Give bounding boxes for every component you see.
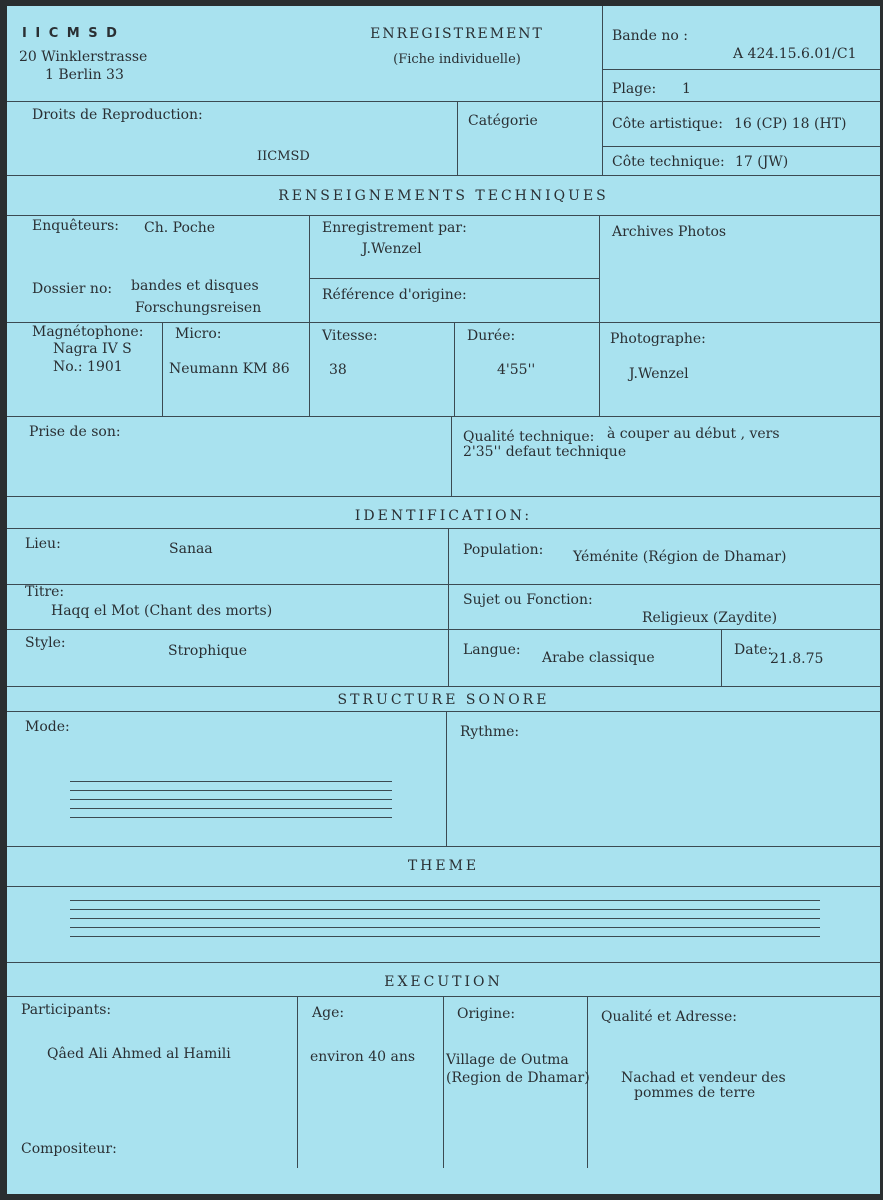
rule — [297, 996, 298, 1168]
rule — [7, 528, 880, 529]
mode-staff-line — [70, 808, 392, 809]
langue-label: Langue: — [463, 642, 521, 658]
rule — [7, 962, 880, 963]
bande-label: Bande no : — [612, 28, 688, 44]
rule — [7, 496, 880, 497]
mode-staff-line — [70, 790, 392, 791]
cote-artistique-label: Côte artistique: — [612, 116, 723, 132]
origine-value-2: (Region de Dhamar) — [446, 1070, 590, 1086]
form-subtitle: (Fiche individuelle) — [393, 52, 521, 67]
magnetophone-label: Magnétophone: — [32, 324, 144, 340]
style-label: Style: — [25, 635, 66, 651]
age-label: Age: — [312, 1005, 345, 1021]
rythme-label: Rythme: — [460, 724, 520, 740]
section-identification: IDENTIFICATION: — [354, 508, 533, 524]
rule — [448, 528, 449, 686]
theme-staff-line — [70, 900, 820, 901]
duree-value: 4'55'' — [497, 362, 536, 378]
rule — [599, 215, 600, 416]
qualite-technique-value-2: 2'35'' defaut technique — [463, 444, 627, 460]
rule — [309, 215, 310, 416]
rule — [7, 846, 880, 847]
sujet-fonction-label: Sujet ou Fonction: — [463, 592, 593, 608]
categorie-label: Catégorie — [468, 113, 538, 129]
rule — [309, 278, 599, 279]
rule — [443, 996, 444, 1168]
bande-value: A 424.15.6.01/C1 — [733, 46, 857, 62]
rule — [602, 146, 880, 147]
droits-value: IICMSD — [257, 149, 310, 164]
rule — [457, 101, 458, 175]
population-label: Population: — [463, 542, 544, 558]
micro-value: Neumann KM 86 — [169, 361, 290, 377]
compositeur-label: Compositeur: — [21, 1141, 117, 1157]
sujet-fonction-value: Religieux (Zaydite) — [642, 610, 778, 626]
rule — [7, 215, 880, 216]
reference-origine-label: Référence d'origine: — [322, 287, 467, 303]
rule — [7, 175, 880, 176]
qualite-technique-value-1: à couper au début , vers — [607, 426, 780, 442]
date-label: Date: — [734, 642, 773, 658]
magnetophone-value-1: Nagra IV S — [53, 341, 132, 357]
section-renseignements-techniques: RENSEIGNEMENTS TECHNIQUES — [278, 188, 609, 204]
enqueteurs-value: Ch. Poche — [144, 220, 216, 236]
rule — [7, 686, 880, 687]
rule — [7, 101, 880, 102]
dossier-value-2: Forschungsreisen — [135, 300, 262, 316]
duree-label: Durée: — [467, 328, 516, 344]
titre-label: Titre: — [25, 584, 65, 600]
lieu-label: Lieu: — [25, 536, 61, 552]
qualite-technique-label: Qualité technique: — [463, 429, 595, 445]
rule — [7, 584, 880, 585]
rule — [721, 629, 722, 686]
theme-staff-line — [70, 936, 820, 937]
cote-technique-label: Côte technique: — [612, 154, 725, 170]
theme-staff-line — [70, 909, 820, 910]
qualite-adresse-value-1: Nachad et vendeur des — [621, 1070, 786, 1086]
archives-photos-label: Archives Photos — [612, 224, 727, 240]
section-structure-sonore: STRUCTURE SONORE — [337, 692, 550, 708]
micro-label: Micro: — [175, 326, 222, 342]
rule — [7, 711, 880, 712]
mode-staff-line — [70, 781, 392, 782]
cote-artistique-value: 16 (CP) 18 (HT) — [734, 116, 847, 132]
enregistrement-par-label: Enregistrement par: — [322, 220, 467, 236]
origine-value-1: Village de Outma — [446, 1052, 569, 1068]
origine-label: Origine: — [457, 1006, 516, 1022]
age-value: environ 40 ans — [310, 1049, 416, 1065]
section-execution: EXECUTION — [384, 974, 503, 990]
plage-value: 1 — [682, 81, 691, 97]
address-line-1: 20 Winklerstrasse — [19, 49, 148, 65]
dossier-value-1: bandes et disques — [131, 278, 259, 294]
langue-value: Arabe classique — [542, 650, 655, 666]
titre-value: Haqq el Mot (Chant des morts) — [51, 603, 273, 619]
participants-value: Qâed Ali Ahmed al Hamili — [47, 1046, 231, 1062]
plage-label: Plage: — [612, 81, 657, 97]
rule — [454, 322, 455, 416]
institute-name: I I C M S D — [22, 26, 117, 41]
mode-staff-line — [70, 817, 392, 818]
section-theme: THEME — [407, 858, 480, 874]
date-value: 21.8.75 — [770, 651, 824, 667]
form-title: ENREGISTREMENT — [370, 26, 544, 42]
prise-de-son-label: Prise de son: — [29, 424, 121, 440]
photographe-label: Photographe: — [610, 331, 706, 347]
vitesse-value: 38 — [329, 362, 347, 378]
record-card — [7, 6, 880, 1194]
magnetophone-value-2: No.: 1901 — [53, 359, 123, 375]
lieu-value: Sanaa — [169, 541, 213, 557]
rule — [451, 416, 452, 496]
enregistrement-par-value: J.Wenzel — [362, 241, 422, 257]
droits-label: Droits de Reproduction: — [32, 107, 203, 123]
dossier-label: Dossier no: — [32, 281, 113, 297]
address-line-2: 1 Berlin 33 — [45, 67, 124, 83]
cote-technique-value: 17 (JW) — [735, 154, 789, 170]
qualite-adresse-label: Qualité et Adresse: — [601, 1009, 737, 1025]
vitesse-label: Vitesse: — [322, 328, 378, 344]
theme-staff-line — [70, 927, 820, 928]
rule — [446, 711, 447, 846]
mode-staff-line — [70, 799, 392, 800]
mode-label: Mode: — [25, 719, 70, 735]
population-value: Yéménite (Région de Dhamar) — [573, 549, 787, 565]
enqueteurs-label: Enquêteurs: — [32, 218, 120, 234]
rule — [162, 322, 163, 416]
qualite-adresse-value-2: pommes de terre — [634, 1085, 756, 1101]
theme-staff-line — [70, 918, 820, 919]
photographe-value: J.Wenzel — [629, 366, 689, 382]
rule — [7, 629, 880, 630]
participants-label: Participants: — [21, 1002, 112, 1018]
rule — [602, 6, 603, 175]
style-value: Strophique — [168, 643, 248, 659]
rule — [7, 416, 880, 417]
rule — [602, 69, 880, 70]
rule — [7, 886, 880, 887]
